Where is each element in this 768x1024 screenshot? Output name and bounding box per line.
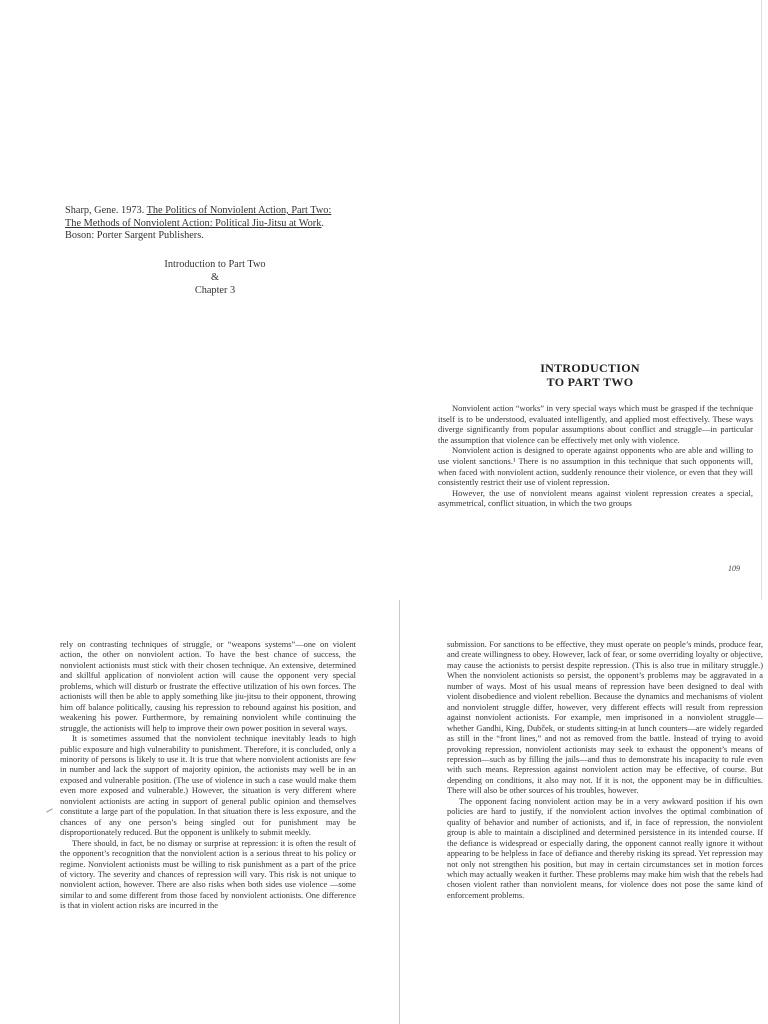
section-title (520, 362, 660, 389)
intro-paragraph: Nonviolent action “works” in very special ways which must be grasped if the technique itself is to be understood, evaluated intelligently, and applied most effectively. These ways diverge significantly from popular assumptions about conflict and struggle—in particular the assumption that violence can be effectively met only with violence. (438, 403, 753, 445)
section-title-line-1: INTRODUCTION (540, 361, 640, 375)
chapter-heading (150, 258, 280, 297)
body-paragraph: submission. For sanctions to be effective, they must operate on people’s minds, produce fear, and create willingness to obey. However, lack of fear, or some overriding loyalty or objective, may cause the actionists to persist despite repression. (This is also true in military struggle.) When the nonviolent actionists so persist, the opponent’s problems may be aggravated in a number of ways. Most of his usual means of repression have been designed to deal with violent disobedience and violent rebellion. Because the dynamics and mechanisms of violent and nonviolent struggle differ, however, very different effects will result from repression against nonviolent actionists. For example, men imprisoned in a nonviolent struggle—whether Gandhi, King, Dubček, or students sitting-in at lunch counters—are widely regarded as still in the “front lines,” and not as removed from the battle. Instead of trying to avoid provoking repression, nonviolent actionists may seek to exhaust the opponent’s means of repression—such as by filling the jails—and thus to demonstrate his incapacity to rule even with such means. Repression against nonviolent action may be effective, of course. But depending on conditions, it also may not. If it is not, the opponent may be in difficulties. There will also be other sources of his troubles, however. (447, 640, 763, 796)
chapter-heading-line-3: Chapter 3 (194, 285, 236, 296)
page-gutter (399, 600, 400, 1024)
citation-title: The Politics of Nonviolent Action, Part Two: The Methods of Nonviolent Action: Political Jiu-Jitsu at Work (65, 205, 332, 229)
scan-edge (761, 0, 762, 600)
citation-publisher: . Boson: Porter Sargent Publishers. (65, 217, 324, 242)
body-paragraph: The opponent facing nonviolent action may be in a very awkward position if his own policies are hard to justify, if the nonviolent action involves the optimal combination of quality of behavior and number of actionists, and if, in face of repression, the nonviolent group is able to maintain a disciplined and determined persistence in its intended course. If the defiance is widespread or especially daring, the opponent cannot really ignore it without appearing to be helpless in face of defiance and thereby risking its spread. Yet repression may not only not strengthen his position, but may in certain circumstances set in motion forces which may actually weaken it further. These problems may make him wish that the rebels had chosen violent rather than nonviolent means, for violence does not pose the same kind of enforcement problems. (447, 796, 763, 900)
body-paragraph: rely on contrasting techniques of struggle, or “weapons systems”—one on violent action, the other on nonviolent action. To have the best chance of success, the nonviolent actionists must stick with their chosen technique. An extensive, determined and skillful application of nonviolent action will cause the opponent very special problems, which will disturb or frustrate the effective utilization of his own forces. The actionists will then be able to apply something like jiu-jitsu to their opponent, throwing him off balance politically, causing his repression to rebound against his position, and weakening his power. Furthermore, by remaining nonviolent while continuing the struggle, the actionists will help to improve their own power position in several ways. (60, 640, 356, 733)
section-title-line-2: TO PART TWO (546, 374, 634, 389)
chapter-heading-line-2: & (210, 272, 219, 283)
body-paragraph: There should, in fact, be no dismay or surprise at repression: it is often the result of the opponent’s recognition that the nonviolent action is a serious threat to his policy or regime. Nonviolent actionists must be willing to risk punishment as a part of the price of victory. The severity and chances of repression will vary. This risk is not unique to nonviolent action, however. There are also risks when both sides use violence —some similar to and some different from those faced by nonviolent actionists. One difference is that in violent action risks are incurred in the (60, 838, 356, 911)
body-paragraph: It is sometimes assumed that the nonviolent technique inevitably leads to high public exposure and high vulnerability to punishment. Therefore, it is concluded, only a minority of persons is likely to use it. It is true that where nonviolent actionists are few in number and lack the support of majority opinion, the actionists may well be in an exposed and vulnerable position. (The use of violence in such a case would make them even more exposed and vulnerable.) However, the situation is very different where nonviolent actionists are acting in support of general public opinion and themselves constitute a large part of the population. In that situation there is less exposure, and the chances of any one person’s being singled out for punishment may be disproportionately reduced. But the opponent is unlikely to submit meekly. (60, 734, 356, 838)
citation-author-year: Sharp, Gene. 1973. (65, 205, 147, 216)
intro-text-column (438, 403, 753, 509)
right-page-column (447, 640, 763, 901)
intro-paragraph: Nonviolent action is designed to operate against opponents who are able and willing to use violent sanctions.¹ There is no assumption in this technique that such opponents will, when faced with nonviolent action, suddenly renounce their violence, or even that they will consistently restrict their use of violent repression. (438, 445, 753, 488)
bibliographic-citation (65, 205, 335, 243)
page-number: 109 (728, 564, 740, 573)
bottom-spread (0, 600, 768, 1024)
intro-paragraph: However, the use of nonviolent means against violent repression creates a special, asymmetrical, conflict situation, in which the two groups (438, 487, 753, 509)
chapter-heading-line-1: Introduction to Part Two (164, 259, 266, 270)
left-page-column (60, 640, 356, 912)
stray-pen-mark (46, 808, 53, 812)
